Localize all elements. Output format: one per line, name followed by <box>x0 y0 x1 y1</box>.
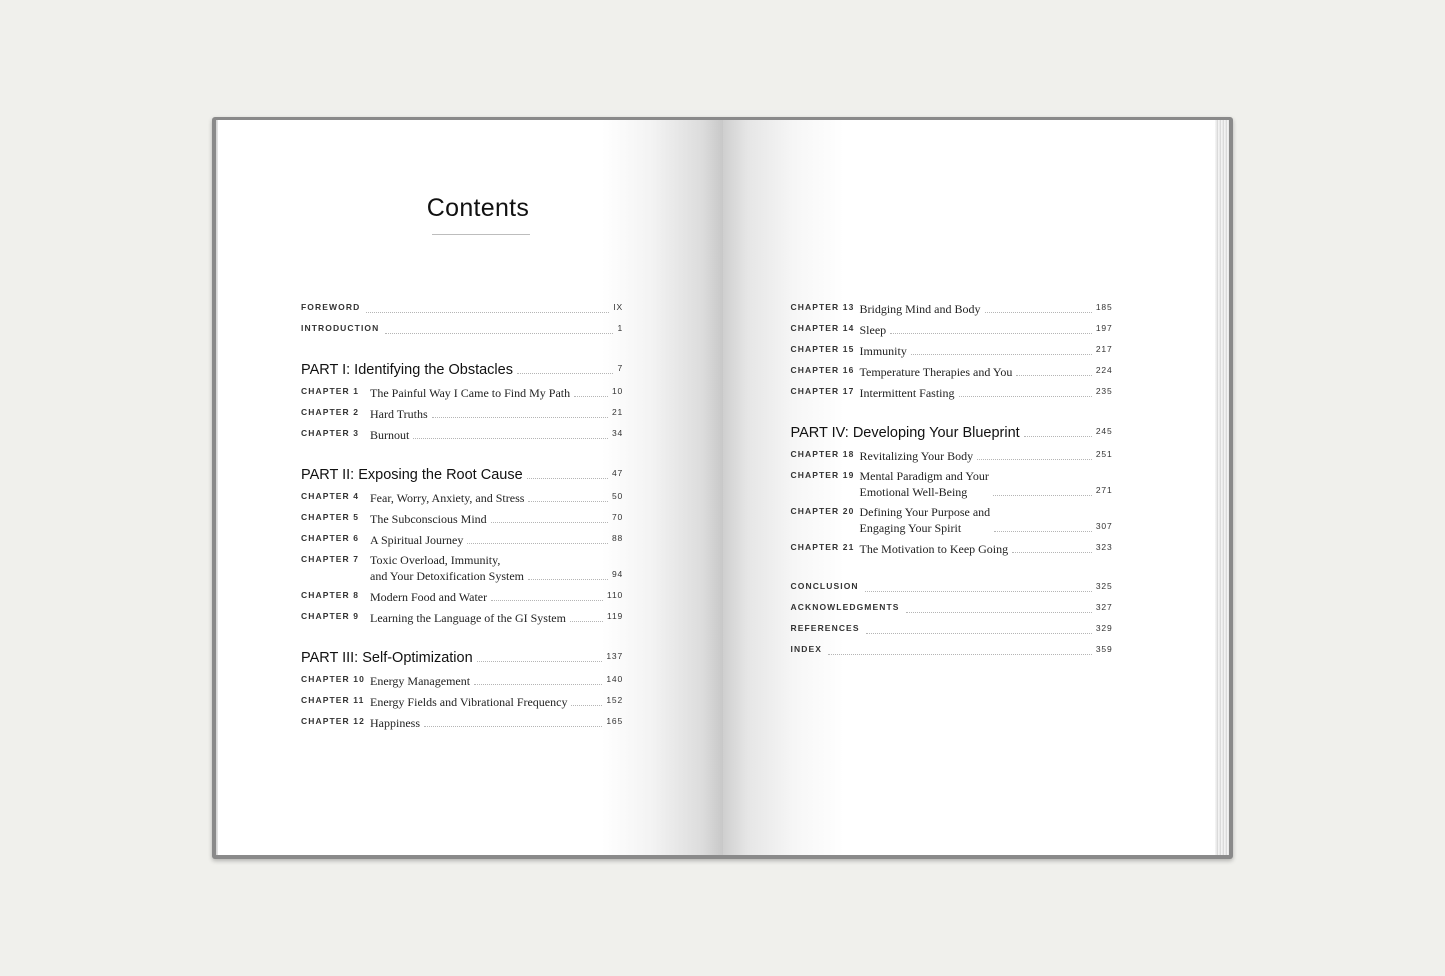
entry-page: 185 <box>1095 302 1113 312</box>
toc-chapter-2[interactable] <box>301 401 623 422</box>
chapter-label: CHAPTER 5 <box>301 512 360 522</box>
toc-part-4[interactable] <box>791 415 1113 441</box>
toc-chapter-5[interactable] <box>301 506 623 527</box>
chapter-label: CHAPTER 7 <box>301 554 360 564</box>
entry-page: 94 <box>611 569 623 579</box>
toc-chapter-12[interactable] <box>301 710 623 731</box>
toc-chapter-16[interactable] <box>791 359 1113 380</box>
entry-label: REFERENCES <box>790 623 860 633</box>
dot-leader <box>528 501 608 502</box>
entry-page: 70 <box>611 512 623 522</box>
entry-page: 34 <box>611 428 623 438</box>
dot-leader <box>1024 436 1092 437</box>
chapter-label: CHAPTER 16 <box>790 365 855 375</box>
chapter-title: Bridging Mind and Body <box>859 302 981 316</box>
chapter-label: CHAPTER 6 <box>301 533 360 543</box>
chapter-title: Energy Fields and Vibrational Frequency <box>370 695 568 709</box>
dot-leader <box>571 705 602 706</box>
chapter-title: Temperature Therapies and You <box>859 365 1013 379</box>
chapter-label: CHAPTER 10 <box>301 674 365 684</box>
toc-chapter-17[interactable] <box>791 380 1113 401</box>
chapter-label: CHAPTER 18 <box>790 449 855 459</box>
chapter-label: CHAPTER 13 <box>790 302 855 312</box>
chapter-label: CHAPTER 19 <box>790 470 855 480</box>
dot-leader <box>366 312 609 313</box>
toc-right-column <box>791 296 1113 659</box>
dot-leader <box>517 373 613 374</box>
toc-entry-foreword[interactable] <box>301 296 623 317</box>
toc-entry-references[interactable] <box>791 617 1113 638</box>
part-title: PART II: Exposing the Root Cause <box>301 467 523 483</box>
entry-page: 235 <box>1095 386 1113 396</box>
chapter-title: A Spiritual Journey <box>370 533 464 547</box>
toc-entry-introduction[interactable] <box>301 317 623 338</box>
chapter-title: Sleep <box>859 323 887 337</box>
dot-leader <box>911 354 1092 355</box>
chapter-title-line-1: Mental Paradigm and Your <box>859 469 989 483</box>
chapter-label: CHAPTER 15 <box>790 344 855 354</box>
title-underline <box>432 234 530 235</box>
dot-leader <box>890 333 1092 334</box>
chapter-title-line-1: Toxic Overload, Immunity, <box>370 553 501 567</box>
toc-chapter-21[interactable] <box>791 536 1113 557</box>
dot-leader <box>477 661 603 662</box>
dot-leader <box>432 417 608 418</box>
toc-chapter-4[interactable] <box>301 485 623 506</box>
toc-chapter-9[interactable] <box>301 605 623 626</box>
page-title: Contents <box>426 194 530 222</box>
chapter-label: CHAPTER 9 <box>301 611 360 621</box>
entry-page: 217 <box>1095 344 1113 354</box>
entry-page: 1 <box>617 323 623 333</box>
toc-entry-acknowledgments[interactable] <box>791 596 1113 617</box>
chapter-label: CHAPTER 21 <box>790 542 855 552</box>
entry-label: INTRODUCTION <box>301 323 380 333</box>
chapter-label: CHAPTER 12 <box>301 716 365 726</box>
dot-leader <box>413 438 608 439</box>
part-title: PART IV: Developing Your Blueprint <box>790 425 1020 441</box>
toc-chapter-8[interactable] <box>301 584 623 605</box>
chapter-label: CHAPTER 2 <box>301 407 360 417</box>
entry-page: 88 <box>611 533 623 543</box>
chapter-title-line-2: and Your Detoxification System <box>370 569 524 583</box>
dot-leader <box>424 726 602 727</box>
chapter-title: Happiness <box>370 716 420 730</box>
entry-page: 325 <box>1095 581 1113 591</box>
toc-chapter-1[interactable] <box>301 380 623 401</box>
toc-chapter-18[interactable] <box>791 443 1113 464</box>
entry-page: 197 <box>1095 323 1113 333</box>
chapter-label: CHAPTER 3 <box>301 428 360 438</box>
dot-leader <box>977 459 1092 460</box>
part-title: PART III: Self-Optimization <box>301 650 473 666</box>
part-title: PART I: Identifying the Obstacles <box>301 362 513 378</box>
dot-leader <box>985 312 1092 313</box>
entry-page: 329 <box>1095 623 1113 633</box>
open-book <box>212 117 1233 859</box>
dot-leader <box>528 579 608 580</box>
entry-page: 7 <box>617 363 623 373</box>
chapter-label: CHAPTER 17 <box>790 386 855 396</box>
dot-leader <box>994 531 1092 532</box>
entry-label: INDEX <box>790 644 822 654</box>
entry-page: 245 <box>1095 426 1113 436</box>
dot-leader <box>1012 552 1092 553</box>
left-page <box>218 120 723 855</box>
page-edges-right <box>1215 120 1229 855</box>
entry-page: 140 <box>606 674 623 684</box>
dot-leader <box>491 600 603 601</box>
toc-entry-conclusion[interactable] <box>791 575 1113 596</box>
dot-leader <box>866 633 1092 634</box>
entry-label: FOREWORD <box>301 302 361 312</box>
toc-chapter-19[interactable] <box>791 464 1113 500</box>
right-page <box>723 120 1228 855</box>
entry-page: IX <box>613 302 623 312</box>
dot-leader <box>491 522 608 523</box>
toc-chapter-6[interactable] <box>301 527 623 548</box>
dot-leader <box>1016 375 1092 376</box>
chapter-title: Intermittent Fasting <box>859 386 955 400</box>
entry-page: 10 <box>611 386 623 396</box>
entry-page: 110 <box>607 590 623 600</box>
entry-label: CONCLUSION <box>790 581 859 591</box>
dot-leader <box>385 333 613 334</box>
toc-left-column <box>301 296 623 731</box>
entry-page: 251 <box>1095 449 1113 459</box>
entry-page: 307 <box>1095 521 1113 531</box>
dot-leader <box>959 396 1092 397</box>
chapter-title: The Subconscious Mind <box>370 512 487 526</box>
entry-page: 21 <box>611 407 623 417</box>
entry-page: 323 <box>1095 542 1113 552</box>
chapter-title: Immunity <box>859 344 907 358</box>
chapter-title-line-2: Engaging Your Spirit <box>859 521 962 535</box>
entry-page: 119 <box>607 611 623 621</box>
section-gap <box>791 557 1113 575</box>
book-spread <box>218 120 1227 855</box>
toc-chapter-20[interactable] <box>791 500 1113 536</box>
toc-chapter-10[interactable] <box>301 668 623 689</box>
chapter-title: Fear, Worry, Anxiety, and Stress <box>370 491 525 505</box>
dot-leader <box>828 654 1092 655</box>
dot-leader <box>467 543 608 544</box>
chapter-title-line-1: Defining Your Purpose and <box>859 505 991 519</box>
entry-page: 152 <box>606 695 623 705</box>
chapter-title: Burnout <box>370 428 410 442</box>
toc-entry-index[interactable] <box>791 638 1113 659</box>
chapter-title: Revitalizing Your Body <box>859 449 974 463</box>
chapter-title: Hard Truths <box>370 407 428 421</box>
dot-leader <box>570 621 603 622</box>
toc-part-3[interactable] <box>301 640 623 666</box>
toc-chapter-3[interactable] <box>301 422 623 443</box>
dot-leader <box>865 591 1092 592</box>
entry-page: 327 <box>1095 602 1113 612</box>
chapter-label: CHAPTER 11 <box>301 695 365 705</box>
toc-part-1[interactable] <box>301 352 623 378</box>
toc-part-2[interactable] <box>301 457 623 483</box>
chapter-title: Learning the Language of the GI System <box>370 611 566 625</box>
toc-chapter-11[interactable] <box>301 689 623 710</box>
chapter-title: Energy Management <box>370 674 471 688</box>
toc-chapter-14[interactable] <box>791 317 1113 338</box>
chapter-label: CHAPTER 14 <box>790 323 855 333</box>
entry-page: 224 <box>1095 365 1113 375</box>
chapter-label: CHAPTER 1 <box>301 386 360 396</box>
toc-chapter-15[interactable] <box>791 338 1113 359</box>
toc-chapter-7[interactable] <box>301 548 623 584</box>
chapter-label: CHAPTER 4 <box>301 491 360 501</box>
chapter-title: The Motivation to Keep Going <box>859 542 1009 556</box>
dot-leader <box>574 396 608 397</box>
dot-leader <box>527 478 608 479</box>
entry-page: 47 <box>611 468 623 478</box>
entry-label: ACKNOWLEDGMENTS <box>790 602 900 612</box>
chapter-title: The Painful Way I Came to Find My Path <box>370 386 571 400</box>
chapter-title-line-2: Emotional Well-Being <box>859 485 968 499</box>
dot-leader <box>906 612 1092 613</box>
entry-page: 137 <box>606 651 623 661</box>
chapter-title: Modern Food and Water <box>370 590 488 604</box>
toc-chapter-13[interactable] <box>791 296 1113 317</box>
entry-page: 359 <box>1095 644 1113 654</box>
dot-leader <box>474 684 602 685</box>
entry-page: 271 <box>1095 485 1113 495</box>
chapter-label: CHAPTER 20 <box>790 506 855 516</box>
entry-page: 165 <box>606 716 623 726</box>
chapter-label: CHAPTER 8 <box>301 590 360 600</box>
entry-page: 50 <box>611 491 623 501</box>
dot-leader <box>993 495 1092 496</box>
